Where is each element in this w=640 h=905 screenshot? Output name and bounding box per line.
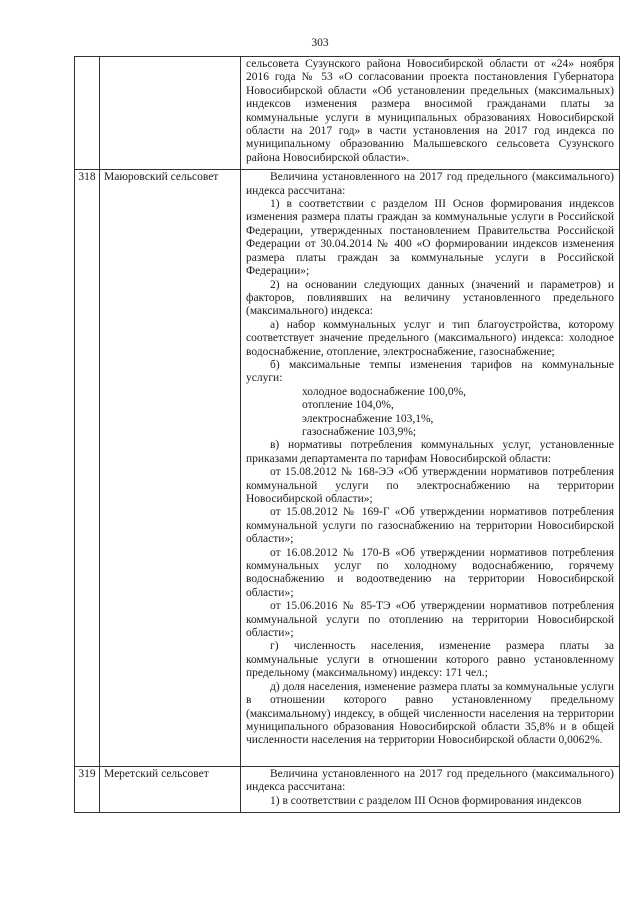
- paragraph: б) максимальные темпы изменения тарифов на коммунальные услуги:: [246, 358, 614, 385]
- table-row: [75, 57, 620, 170]
- paragraph: от 15.08.2012 № 168-ЭЭ «Об утверждении нормативов потребления коммунальной услуги по электроснабжению на территории Новосибирской области»;: [246, 466, 614, 505]
- municipality-name: [100, 57, 241, 170]
- table-row: [75, 766, 620, 812]
- paragraph: от 15.08.2012 № 169-Г «Об утверждении нормативов потребления коммунальной услуги по газоснабжению на территории Новосибирской области»;: [246, 506, 614, 546]
- row-number: 318: [75, 170, 100, 766]
- table-row: [75, 170, 620, 766]
- municipality-name: Меретский сельсовет: [100, 766, 241, 812]
- paragraph: 2) на основании следующих данных (значений и параметров) и факторов, повлиявших на величину установленного предельного (максимального) индекса:: [246, 278, 614, 318]
- paragraph: Величина установленного на 2017 год предельного (максимального) индекса рассчитана:: [246, 171, 614, 197]
- tariff-line: электроснабжение 103,1%,: [302, 412, 434, 425]
- row-description: [241, 170, 620, 766]
- tariff-line: газоснабжение 103,9%;: [302, 425, 417, 438]
- row-number: 319: [75, 766, 100, 812]
- paragraph: в) нормативы потребления коммунальных услуг, установленные приказами департамента по тарифам Новосибирской области:: [246, 439, 614, 465]
- paragraph: д) доля населения, изменение размера платы за коммунальные услуги в отношении которого равно установленному предельному (максимальному) индексу, в общей численности населения на территории муниципального образования Новосибирской области 35,8% и в общей численности населения на территории Новосибирской области 0,0062%.: [246, 680, 614, 747]
- municipality-name: Маюровский сельсовет: [100, 170, 241, 766]
- paragraph: г) численность населения, изменение размера платы за коммунальные услуги в отношении которого равно установленному предельному (максимальному) индексу: 171 чел.;: [246, 640, 614, 680]
- tariff-line: отопление 104,0%,: [302, 399, 394, 412]
- municipal-index-table: [74, 56, 620, 813]
- row-number: [75, 57, 100, 170]
- paragraph: сельсовета Сузунского района Новосибирской области от «24» ноября 2016 года № 53 «О согласовании проекта постановления Губернатора Новосибирской области «Об установлении предельных (максимальных) индексов изменения размера вносимой гражданами платы за коммунальные услуги в муниципальных образованиях Новосибирской области на 2017 год» в части установления на 2017 год индекса по муниципальному образованию Малышевского сельсовета Сузунского района Новосибирской области».: [246, 58, 614, 164]
- paragraph: 1) в соответствии с разделом III Основ формирования индексов изменения размера платы граждан за коммунальные услуги в Российской Федерации, утвержденных постановлением Правительства Российской Федерации от 30.04.2014 № 400 «О формировании индексов изменения размера платы граждан за коммунальные услуги в Российской Федерации»;: [246, 198, 614, 278]
- paragraph: Величина установленного на 2017 год предельного (максимального) индекса рассчитана:: [246, 767, 614, 794]
- row-spacer: [246, 748, 614, 762]
- row-description: [241, 766, 620, 812]
- row-description: [241, 57, 620, 170]
- paragraph: а) набор коммунальных услуг и тип благоустройства, которому соответствует значение предельного (максимального) индекса: холодное водоснабжение, отопление, электроснабжение, газоснабжение;: [246, 318, 614, 358]
- paragraph: от 15.06.2016 № 85-ТЭ «Об утверждении нормативов потребления коммунальной услуги по отоплению на территории Новосибирской области»;: [246, 600, 614, 640]
- paragraph: от 16.08.2012 № 170-В «Об утверждении нормативов потребления коммунальных услуг по холодному водоснабжению, горячему водоснабжению и водоотведению на территории Новосибирской области»;: [246, 546, 614, 599]
- paragraph: 1) в соответствии с разделом III Основ формирования индексов: [270, 794, 582, 807]
- page-number: 303: [311, 37, 329, 49]
- tariff-line: холодное водоснабжение 100,0%,: [302, 385, 467, 398]
